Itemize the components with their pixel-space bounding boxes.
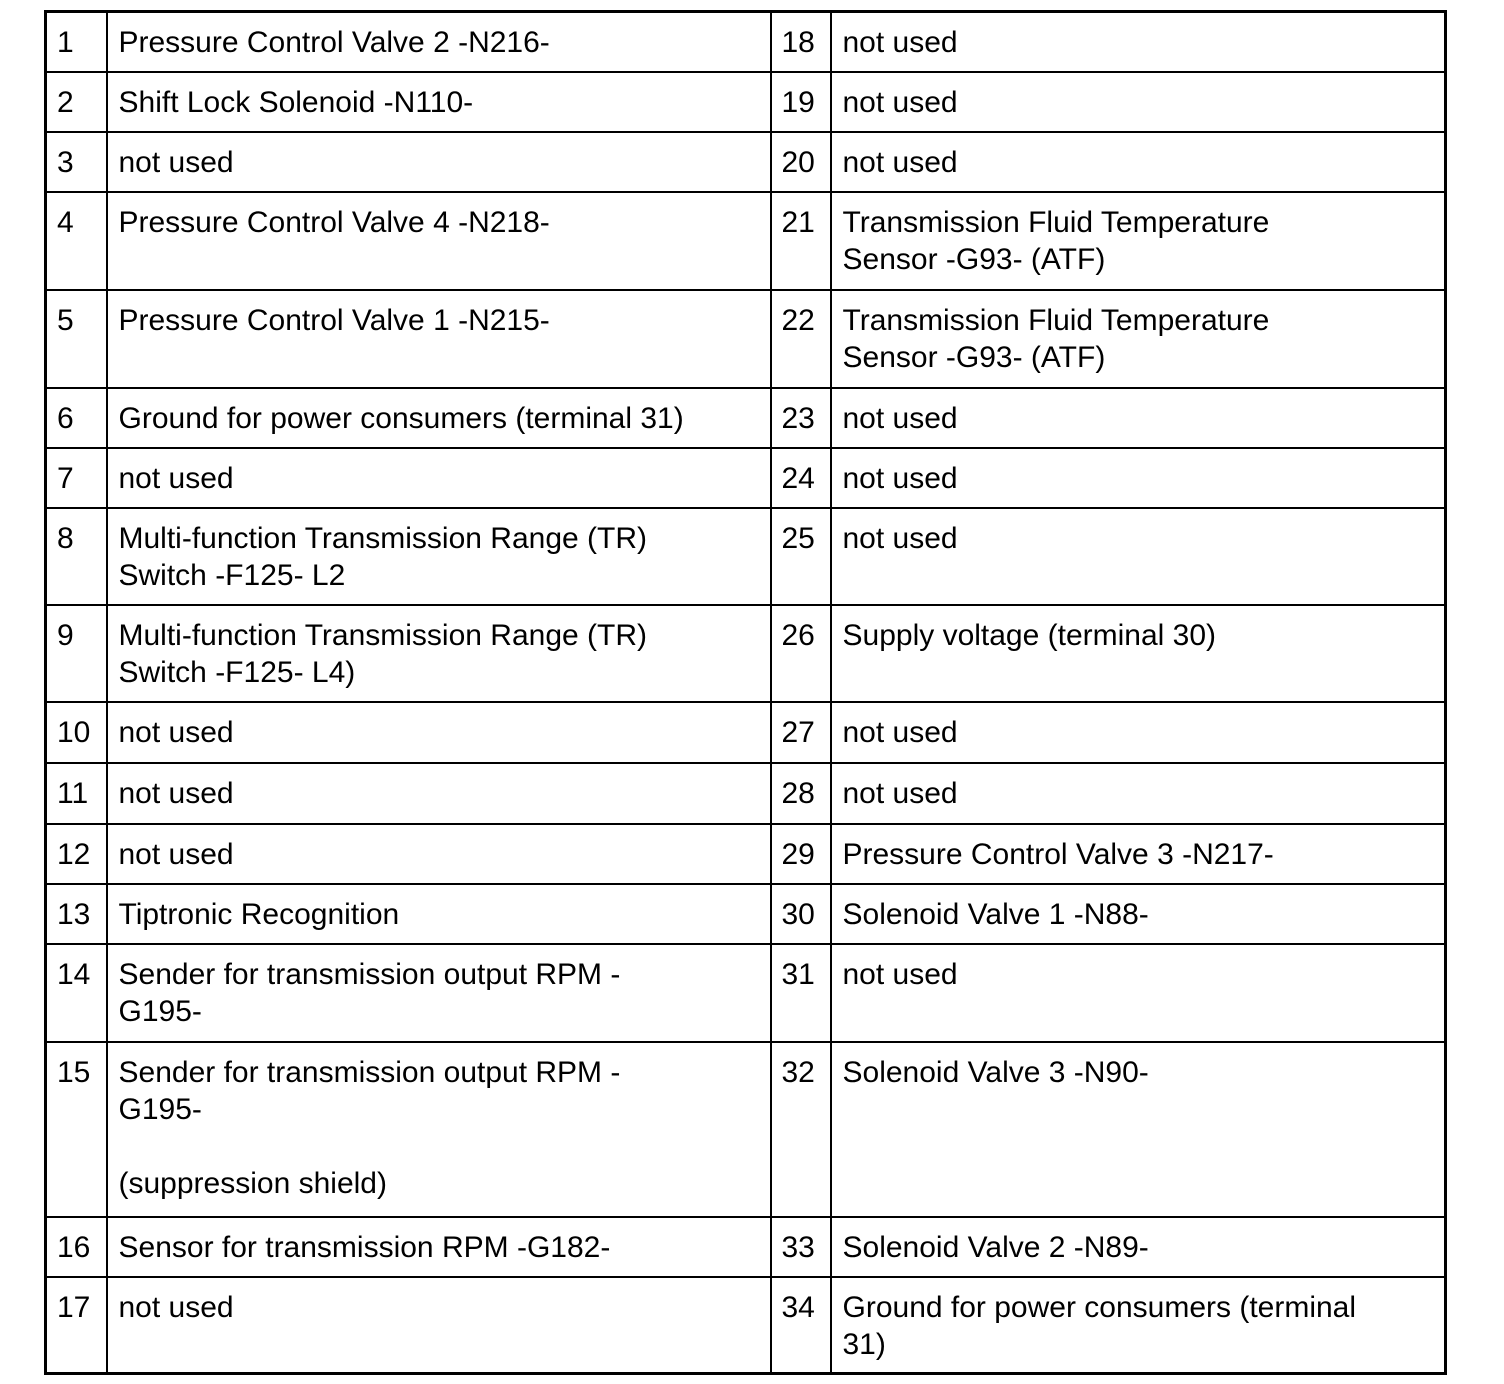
table-row xyxy=(46,1277,1446,1374)
left-pin-number: 9 xyxy=(46,605,107,702)
left-pin-description: Ground for power consumers (terminal 31) xyxy=(107,388,771,448)
right-pin-number: 29 xyxy=(771,824,831,884)
right-pin-description: not used xyxy=(831,132,1446,192)
left-pin-number: 8 xyxy=(46,508,107,605)
right-pin-number: 27 xyxy=(771,702,831,763)
right-pin-description: not used xyxy=(831,448,1446,508)
table-row xyxy=(46,192,1446,290)
right-pin-description: not used xyxy=(831,763,1446,824)
left-pin-description: Pressure Control Valve 4 -N218- xyxy=(107,192,771,290)
table-row xyxy=(46,763,1446,824)
left-pin-description: not used xyxy=(107,132,771,192)
table-row xyxy=(46,702,1446,763)
left-pin-number: 1 xyxy=(46,12,107,72)
table-body xyxy=(46,12,1446,1374)
table-row xyxy=(46,12,1446,72)
table-row xyxy=(46,508,1446,605)
right-pin-description: Ground for power consumers (terminal 31) xyxy=(831,1277,1446,1374)
right-pin-number: 34 xyxy=(771,1277,831,1374)
left-pin-description: Sensor for transmission RPM -G182- xyxy=(107,1217,771,1277)
left-pin-number: 17 xyxy=(46,1277,107,1374)
right-pin-description: not used xyxy=(831,72,1446,132)
right-pin-description: not used xyxy=(831,508,1446,605)
table-row xyxy=(46,944,1446,1042)
right-pin-number: 30 xyxy=(771,884,831,944)
right-pin-description: Transmission Fluid Temperature Sensor -G93- (ATF) xyxy=(831,290,1446,388)
right-pin-description: Supply voltage (terminal 30) xyxy=(831,605,1446,702)
table-row xyxy=(46,388,1446,448)
table-row xyxy=(46,72,1446,132)
table-row xyxy=(46,884,1446,944)
left-pin-description: not used xyxy=(107,448,771,508)
right-pin-number: 25 xyxy=(771,508,831,605)
left-pin-description: Pressure Control Valve 2 -N216- xyxy=(107,12,771,72)
left-pin-description: Shift Lock Solenoid -N110- xyxy=(107,72,771,132)
right-pin-description: not used xyxy=(831,702,1446,763)
right-pin-number: 22 xyxy=(771,290,831,388)
right-pin-number: 20 xyxy=(771,132,831,192)
left-pin-number: 2 xyxy=(46,72,107,132)
pin-assignment-table xyxy=(44,10,1447,1375)
left-pin-number: 4 xyxy=(46,192,107,290)
right-pin-description: Solenoid Valve 3 -N90- xyxy=(831,1042,1446,1217)
table-row xyxy=(46,824,1446,884)
right-pin-description: not used xyxy=(831,388,1446,448)
left-pin-description: not used xyxy=(107,1277,771,1374)
left-pin-number: 12 xyxy=(46,824,107,884)
left-pin-number: 14 xyxy=(46,944,107,1042)
left-pin-number: 16 xyxy=(46,1217,107,1277)
left-pin-description: Sender for transmission output RPM - G195- (suppression shield) xyxy=(107,1042,771,1217)
right-pin-description: Transmission Fluid Temperature Sensor -G93- (ATF) xyxy=(831,192,1446,290)
right-pin-number: 18 xyxy=(771,12,831,72)
left-pin-description: not used xyxy=(107,763,771,824)
left-pin-description: Multi-function Transmission Range (TR) Switch -F125- L2 xyxy=(107,508,771,605)
right-pin-number: 33 xyxy=(771,1217,831,1277)
left-pin-number: 6 xyxy=(46,388,107,448)
left-pin-number: 10 xyxy=(46,702,107,763)
right-pin-number: 21 xyxy=(771,192,831,290)
left-pin-description: Pressure Control Valve 1 -N215- xyxy=(107,290,771,388)
left-pin-description: Multi-function Transmission Range (TR) Switch -F125- L4) xyxy=(107,605,771,702)
left-pin-number: 15 xyxy=(46,1042,107,1217)
left-pin-description: not used xyxy=(107,824,771,884)
right-pin-number: 23 xyxy=(771,388,831,448)
left-pin-number: 13 xyxy=(46,884,107,944)
right-pin-number: 28 xyxy=(771,763,831,824)
left-pin-description: Sender for transmission output RPM - G195- xyxy=(107,944,771,1042)
right-pin-number: 24 xyxy=(771,448,831,508)
table-row xyxy=(46,1217,1446,1277)
right-pin-number: 31 xyxy=(771,944,831,1042)
right-pin-description: Solenoid Valve 1 -N88- xyxy=(831,884,1446,944)
right-pin-description: Solenoid Valve 2 -N89- xyxy=(831,1217,1446,1277)
table-row xyxy=(46,290,1446,388)
table-row xyxy=(46,1042,1446,1217)
left-pin-number: 11 xyxy=(46,763,107,824)
right-pin-number: 32 xyxy=(771,1042,831,1217)
left-pin-description: not used xyxy=(107,702,771,763)
right-pin-description: not used xyxy=(831,944,1446,1042)
left-pin-number: 3 xyxy=(46,132,107,192)
table-row xyxy=(46,605,1446,702)
table-row xyxy=(46,448,1446,508)
right-pin-number: 19 xyxy=(771,72,831,132)
left-pin-description: Tiptronic Recognition xyxy=(107,884,771,944)
right-pin-number: 26 xyxy=(771,605,831,702)
left-pin-number: 5 xyxy=(46,290,107,388)
right-pin-description: Pressure Control Valve 3 -N217- xyxy=(831,824,1446,884)
table-row xyxy=(46,132,1446,192)
left-pin-number: 7 xyxy=(46,448,107,508)
right-pin-description: not used xyxy=(831,12,1446,72)
